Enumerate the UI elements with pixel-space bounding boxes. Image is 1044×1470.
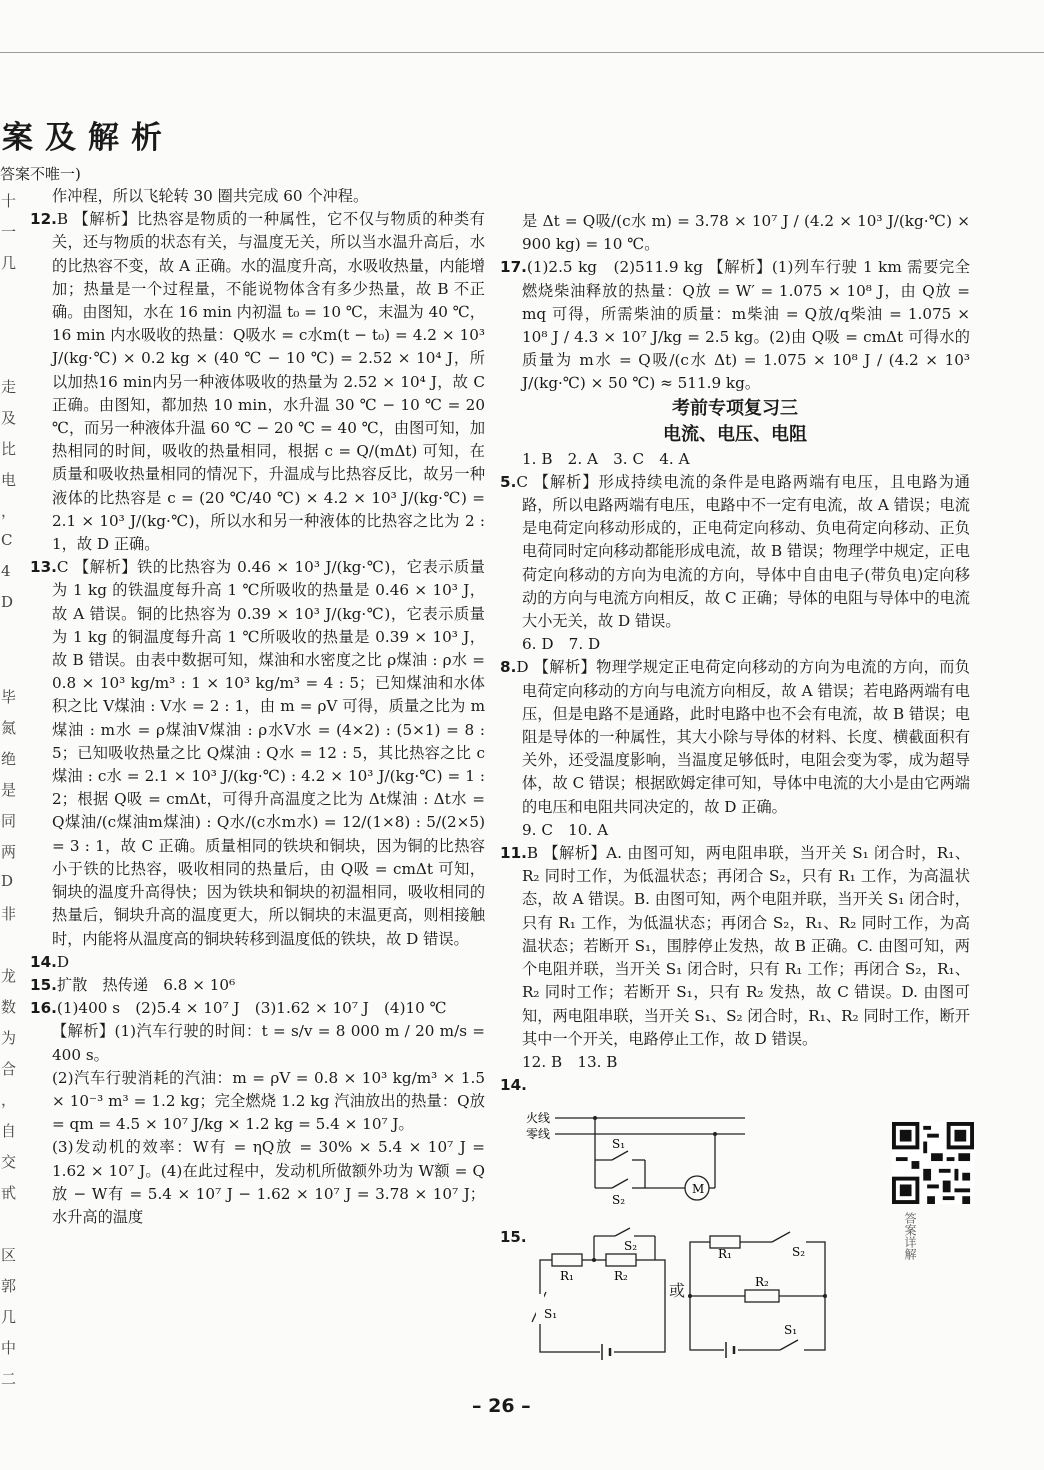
margin-glyph: D [1, 872, 14, 890]
answer-item [30, 1067, 485, 1137]
r1-label: R₁ [560, 1269, 574, 1283]
margin-glyph: 走 [1, 378, 16, 396]
qr-label: 答案详解 [903, 1212, 917, 1260]
margin-glyph: 几 [1, 254, 16, 272]
margin-glyph: 自 [1, 1122, 16, 1140]
page-title: 案及解析 [2, 120, 174, 156]
answer-item [500, 256, 970, 395]
s2b-label: S₂ [792, 1245, 806, 1259]
s2-label: S₂ [612, 1193, 626, 1207]
margin-glyph: 为 [1, 1029, 16, 1047]
answer-number: 12. [30, 210, 57, 229]
right-column [500, 210, 970, 1097]
answer-item [500, 471, 970, 633]
answer-text: (1)400 s (2)5.4 × 10⁷ J (3)1.62 × 10⁷ J (4)10 ℃ [56, 999, 447, 1018]
header-note: 答案不唯一) [0, 165, 81, 183]
answer-number: 11. [500, 844, 527, 863]
margin-glyph: ， [1, 1091, 16, 1109]
margin-glyph: 中 [1, 1339, 16, 1357]
answer-item [30, 951, 485, 974]
header-rule [0, 52, 1044, 53]
answer-text: 作冲程，所以飞轮转 30 圈共完成 60 个冲程。 [52, 187, 369, 205]
margin-glyph: ， [1, 502, 16, 520]
answer-item [30, 974, 485, 997]
r2-label: R₂ [614, 1269, 628, 1283]
margin-glyph: 电 [1, 471, 16, 489]
answer-text: 【解析】(1)汽车行驶的时间：t = s/v = 8 000 m / 20 m/s = 400 s。 [52, 1022, 485, 1064]
margin-glyph: 比 [1, 440, 16, 458]
margin-glyph: 甙 [1, 1184, 16, 1202]
answer-text: C 【解析】形成持续电流的条件是电路两端有电压，且电路为通路，所以电路两端有电压，电路中不一定有电流，故 A 错误；电流是电荷定向移动形成的，正电荷定向移动、负电荷定向移动、正负电荷同时定向移动都能形成电流，故 B 错误；物理学中规定，正电荷定向移动的方向为电流的方向，导体中自由电子(带负电)定向移动的方向与电流方向相反，故 C 正确；导体的电阻与导体中的电流大小无关，故 D 错误。 [516, 472, 970, 631]
answer-number: 5. [500, 472, 517, 491]
margin-glyph: 同 [1, 812, 16, 830]
answer-number: 8. [500, 658, 517, 677]
answer-number: 13. [30, 558, 57, 577]
answer-item [30, 997, 485, 1020]
margin-glyph: 数 [1, 998, 16, 1016]
answer-item [500, 448, 970, 471]
margin-glyph: 非 [1, 905, 16, 923]
margin-glyph: 龙 [1, 967, 16, 985]
answer-number: 15. [30, 975, 57, 994]
answer-text: 是 Δt = Q吸/(c水 m) = 3.78 × 10⁷ J / (4.2 × 10³ J/(kg·℃) × 900 kg) = 10 ℃。 [522, 212, 970, 254]
s2-label: S₂ [624, 1239, 638, 1253]
answer-text: B 【解析】比热容是物质的一种属性，它不仅与物质的种类有关，还与物质的状态有关，与温度无关，所以当水温升高后，水的比热容不变，故 A 正确。水的温度升高，水吸收热量，内能增加；热量是一个过程量，不能说物体含有多少热量，故 B 不正确。由图知，水在 16 min 内初温 t₀ = 10 ℃，末温为 40 ℃，16 min 内水吸收的热量：Q吸水 = c水m(t − t₀) = 4.2 × 10³ J/(kg·℃) × 0.2 kg × (40 ℃ − 10 ℃) = 2.52 × 10⁴ J，所以加热16 min内另一种液体吸收的热量为 2.52 × 10⁴ J，故 C 正确。由图知，都加热 10 min，水升温 30 ℃ − 10 ℃ = 20 ℃，而另一种液体升温 60 ℃ − 20 ℃ = 40 ℃，由图可知，加热相同的时间，吸收的热量相同，根据 c = Q/(mΔt) 可知，在质量和吸收热量相同的情况下，升温成与比热容反比，故另一种液体的比热容是 c = (20 ℃/40 ℃) × 4.2 × 10³ J/(kg·℃) = 2.1 × 10³ J/(kg·℃)，所以水和另一种液体的比热容之比为 2 : 1，故 D 正确。 [52, 210, 486, 554]
answer-text: C 【解析】铁的比热容为 0.46 × 10³ J/(kg·℃)，它表示质量为 1 kg 的铁温度每升高 1 ℃所吸收的热量是 0.46 × 10³ J，故 A 错误。铜的比热容为 0.39 × 10³ J/(kg·℃)，它表示质量为 1 kg 的铜温度每升高 1 ℃所吸收的热量是 0.39 × 10³ J，故 B 错误。由表中数据可知，煤油和水密度之比 ρ煤油 : ρ水 = 0.8 × 10³ kg/m³ : 1 × 10³ kg/m³ = 4 : 5；已知煤油和水体积之比 V煤油 : V水 = 2 : 1，由 m = ρV 可得，质量之比为 m煤油 : m水 = ρ煤油V煤油 : ρ水V水 = (4×2) : (5×1) = 8 : 5；已知吸收热量之比 Q煤油 : Q水 = 12 : 5，其比热容之比 c煤油 : c水 = 2.1 × 10³ J/(kg·℃) : 4.2 × 10³ J/(kg·℃) = 1 : 2；根据 Q吸 = cmΔt，可得升高温度之比为 Δt煤油 : Δt水 = Q煤油/(c煤油m煤油) : Q水/(c水m水) = 12/(1×8) : 5/(2×5) = 3 : 1，故 C 正确。质量相同的铁块和铜块，因为铜的比热容小于铁的比热容，吸收相同的热量后，由 Q吸 = cmΔt 可知，铜块的温度升高得快；因为铁块和铜块的初温相同，吸收相同的热量后，铜块升高的温度更大，所以铜块的末温更高，则相接触时，内能将从温度高的铜块转移到温度低的铁块，故 D 错误。 [52, 558, 485, 948]
fire-line-label: 火线 [526, 1111, 551, 1125]
section-heading-1: 考前专项复习三 [672, 397, 798, 419]
answer-text: 6. D 7. D [522, 635, 601, 654]
answer-item [500, 1051, 970, 1074]
page-number: – 26 – [472, 1395, 531, 1417]
circuit-diagram-15a [530, 1222, 675, 1362]
margin-glyph: 合 [1, 1060, 16, 1078]
answer-item [500, 633, 970, 656]
qr-code-icon[interactable] [892, 1122, 974, 1204]
r2b-label: R₂ [755, 1275, 769, 1289]
margin-glyph: 两 [1, 843, 16, 861]
answer-item [500, 656, 970, 818]
answer-item [30, 556, 485, 950]
margin-glyph: 二 [1, 1370, 16, 1388]
answer-text: 1. B 2. A 3. C 4. A [522, 449, 690, 468]
answer-number: 16. [30, 999, 57, 1018]
s1-label: S₁ [612, 1137, 626, 1151]
circuit-diagram-14 [500, 1108, 760, 1218]
margin-glyph: 及 [1, 409, 16, 427]
margin-glyph: 4 [1, 562, 11, 580]
answer-item [30, 1020, 485, 1066]
answer-text: (2)汽车行驶消耗的汽油：m = ρV = 0.8 × 10³ kg/m³ × 1.5 × 10⁻³ m³ = 1.2 kg；完全燃烧 1.2 kg 汽油放出的热量：Q放 = qm = 4.5 × 10⁷ J/kg × 1.2 kg = 5.4 × 10⁷ J。 [52, 1068, 485, 1134]
answer-text: (1)2.5 kg (2)511.9 kg 【解析】(1)列车行驶 1 km 需要完全燃烧柴油释放的热量：Q放 = W′ = 1.075 × 10⁸ J，由 Q放 = mq 可得，所需柴油的质量：m柴油 = Q放/q柴油 = 1.075 × 10⁸ J / 4.3 × 10⁷ J/kg = 2.5 kg。(2)由 Q吸 = cmΔt 可得水的质量为 m水 = Q吸/(c水 Δt) = 1.075 × 10⁸ J / (4.2 × 10³ J/(kg·℃) × 50 ℃) ≈ 511.9 kg。 [522, 258, 970, 393]
margin-glyph: 郭 [1, 1277, 16, 1295]
answer-text: B 【解析】A. 由图可知，两电阻串联，当开关 S₁ 闭合时，R₁、R₂ 同时工作，为低温状态；再闭合 S₂，只有 R₁ 工作，为高温状态，故 A 错误。B. 由图可知，两个电阻并联，当开关 S₁ 闭合时，只有 R₁ 工作，为低温状态；再闭合 S₂，R₁、R₂ 同时工作，为高温状态；若断开 S₁，围脖停止发热，故 B 正确。C. 由图可知，两个电阻并联，当开关 S₁ 闭合时，只有 R₁ 工作；再闭合 S₂，R₁、R₂ 同时工作；若断开 S₁，只有 R₂ 发热，故 C 错误。D. 由图可知，两电阻串联，当开关 S₁、S₂ 闭合时，R₁、R₂ 同时工作，断开其中一个开关，电路停止工作，故 D 错误。 [522, 844, 970, 1048]
or-label: 或 [669, 1281, 686, 1300]
margin-glyph: 交 [1, 1153, 16, 1171]
margin-glyph: 毕 [1, 688, 16, 706]
s1b-label: S₁ [784, 1323, 798, 1337]
answer-text: 9. C 10. A [522, 820, 609, 839]
answer-number: 14. [500, 1076, 527, 1095]
answer-number: 14. [30, 952, 57, 971]
margin-glyph: 几 [1, 1308, 16, 1326]
margin-glyph: D [1, 593, 14, 611]
motor-label: M [692, 1182, 705, 1196]
answer-item [500, 842, 970, 1051]
zero-line-label: 零线 [526, 1127, 551, 1141]
answer-text: 扩散 热传递 6.8 × 10⁶ [56, 975, 236, 994]
section-heading-2: 电流、电压、电阻 [663, 423, 807, 445]
answer-text: D 【解析】物理学规定正电荷定向移动的方向为电流的方向，而负电荷定向移动的方向与电流方向相反，故 A 错误；若电路两端有电压，但是电路不是通路，此时电路中也不会有电流，故 B 错误；电阻是导体的一种属性，其大小除与导体的材料、长度、横截面积有关外，还受温度影响，当温度足够低时，电阻会变为零，成为超导体，故 C 错误；根据欧姆定律可知，导体中电流的大小是由它两端的电压和电阻共同决定的，故 D 正确。 [516, 658, 970, 816]
r1b-label: R₁ [718, 1247, 732, 1261]
answer-item [500, 1074, 970, 1097]
margin-glyph: 区 [1, 1246, 16, 1264]
answer-text: 12. B 13. B [522, 1052, 618, 1071]
answer-text: (3)发动机的效率：W有 = ηQ放 = 30% × 5.4 × 10⁷ J = 1.62 × 10⁷ J。(4)在此过程中，发动机所做额外功为 W额 = Q放 − W有 = 5.4 × 10⁷ J − 1.62 × 10⁷ J = 3.78 × 10⁷ J；水升高的温度 [52, 1138, 485, 1226]
margin-glyph: 一 [1, 223, 16, 241]
left-column [30, 185, 485, 1229]
margin-glyph: 绝 [1, 750, 16, 768]
answer-number: 17. [500, 258, 527, 277]
answer-item [500, 819, 970, 842]
margin-glyph: 十 [1, 192, 16, 210]
margin-glyph: 是 [1, 781, 16, 799]
answer-item [30, 208, 485, 556]
answer-item [30, 1136, 485, 1229]
margin-glyph: 氮 [1, 719, 16, 737]
s1-label: S₁ [544, 1307, 558, 1321]
answer-text: D [56, 952, 70, 971]
question-15-number: 15. [500, 1228, 527, 1246]
answer-item [500, 210, 970, 256]
margin-glyph: C [1, 531, 13, 549]
answer-item [30, 185, 485, 208]
left-margin-bleed [0, 190, 16, 1470]
circuit-diagram-15b [680, 1222, 835, 1362]
